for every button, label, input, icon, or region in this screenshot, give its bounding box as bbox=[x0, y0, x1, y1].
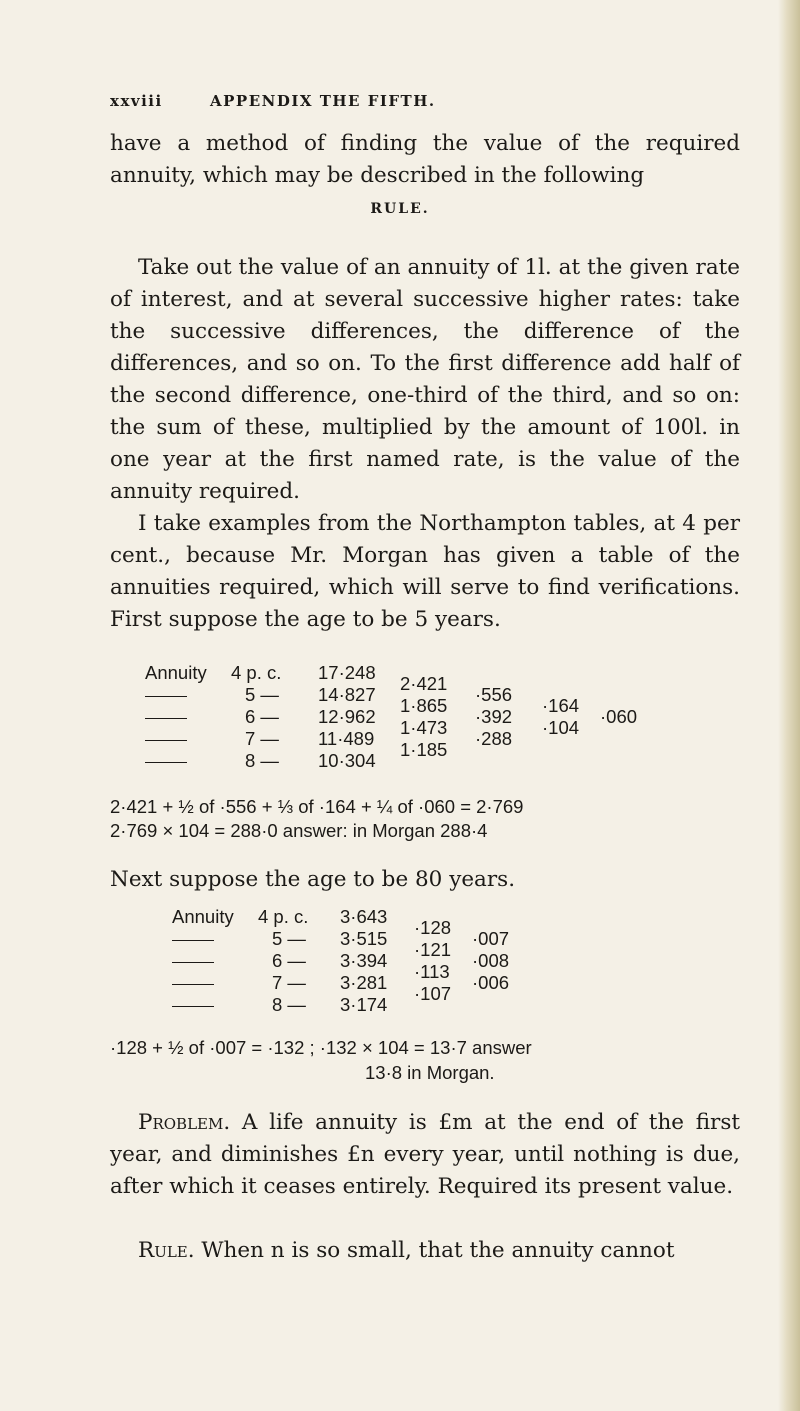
third-difference: ·164 bbox=[542, 695, 580, 716]
annuity-value: 14·827 bbox=[318, 684, 376, 705]
second-difference: ·007 bbox=[472, 928, 510, 949]
annuity-label: Annuity bbox=[145, 662, 207, 683]
calculation-line: 2·421 + ½ of ·556 + ⅓ of ·164 + ¼ of ·060 = 2·769 bbox=[110, 796, 524, 817]
third-difference: ·104 bbox=[542, 717, 580, 738]
ditto-dash bbox=[145, 696, 187, 697]
annuity-value: 3·394 bbox=[340, 950, 388, 971]
annuity-value: 3·643 bbox=[340, 906, 388, 927]
calculation-line: 2·769 × 104 = 288·0 answer: in Morgan 288·4 bbox=[110, 820, 488, 841]
intro-text: have a method of finding the value of the required annuity, which may be described in the following bbox=[110, 131, 740, 188]
running-header bbox=[110, 92, 436, 110]
rule-paragraph bbox=[110, 252, 740, 636]
rate: 5 — bbox=[272, 928, 306, 949]
running-title: APPENDIX THE FIFTH. bbox=[210, 92, 436, 110]
annuity-value: 10·304 bbox=[318, 750, 376, 771]
rule-text: Take out the value of an annuity of 1l. at the given rate of interest, and at several successive higher rates: take the successive differences, the difference of the differences, and so on. To the first difference add half of the second difference, one-third of the third, and so on: the sum of these, multiplied by the amount of 100l. in one year at the first named rate, is the value of the annuity required. bbox=[110, 255, 740, 504]
rate: 8 — bbox=[272, 994, 306, 1015]
ditto-dash bbox=[172, 1006, 214, 1007]
second-case-paragraph bbox=[110, 864, 740, 896]
first-difference: ·107 bbox=[414, 983, 452, 1004]
rate: 6 — bbox=[272, 950, 306, 971]
first-difference: ·128 bbox=[414, 917, 452, 938]
rule-two-paragraph bbox=[110, 1235, 740, 1267]
first-difference: 1·185 bbox=[400, 739, 448, 760]
first-difference: 1·473 bbox=[400, 717, 448, 738]
first-difference: 1·865 bbox=[400, 695, 448, 716]
annuity-value: 11·489 bbox=[318, 728, 375, 749]
rate: 5 — bbox=[245, 684, 279, 705]
second-difference: ·556 bbox=[475, 684, 513, 705]
intro-paragraph bbox=[110, 128, 740, 192]
rate: 7 — bbox=[272, 972, 306, 993]
ditto-dash bbox=[172, 962, 214, 963]
problem-paragraph bbox=[110, 1107, 740, 1203]
rate: 4 p. c. bbox=[231, 662, 282, 683]
calculation-line: ·128 + ½ of ·007 = ·132 ; ·132 × 104 = 13·7 answer bbox=[110, 1037, 532, 1058]
second-difference: ·392 bbox=[475, 706, 513, 727]
examples-text: I take examples from the Northampton tables, at 4 per cent., because Mr. Morgan has given a table of the annuities required, which will serve to find verifications. First suppose the age to be 5 years. bbox=[110, 511, 740, 632]
annuity-value: 12·962 bbox=[318, 706, 376, 727]
rule-text: When n is so small, that the annuity cannot bbox=[201, 1238, 675, 1263]
rate: 4 p. c. bbox=[258, 906, 309, 927]
annuity-value: 3·281 bbox=[340, 972, 388, 993]
rate: 8 — bbox=[245, 750, 279, 771]
rule-heading: RULE. bbox=[370, 201, 430, 217]
difference-table-age-80 bbox=[172, 906, 732, 1036]
ditto-dash bbox=[145, 740, 187, 741]
page-number: xxviii bbox=[110, 92, 163, 110]
ditto-dash bbox=[172, 940, 214, 941]
first-difference: ·113 bbox=[414, 961, 450, 982]
second-difference: ·008 bbox=[472, 950, 510, 971]
annuity-value: 17·248 bbox=[318, 662, 376, 683]
rate: 7 — bbox=[245, 728, 279, 749]
problem-label: Problem. bbox=[138, 1110, 231, 1135]
ditto-dash bbox=[145, 762, 187, 763]
calculation-line: 13·8 in Morgan. bbox=[365, 1062, 495, 1083]
problem-text: A life annuity is £m at the end of the first year, and diminishes £n every year, until nothing is due, after which it ceases entirely. Required its present value. bbox=[110, 1110, 740, 1199]
second-difference: ·288 bbox=[475, 728, 513, 749]
rate: 6 — bbox=[245, 706, 279, 727]
second-difference: ·006 bbox=[472, 972, 510, 993]
rule-label: Rule. bbox=[138, 1238, 195, 1263]
first-difference: 2·421 bbox=[400, 673, 448, 694]
ditto-dash bbox=[145, 718, 187, 719]
fourth-difference: ·060 bbox=[600, 706, 638, 727]
first-difference: ·121 bbox=[414, 939, 452, 960]
second-case-text: Next suppose the age to be 80 years. bbox=[110, 867, 516, 892]
annuity-value: 3·515 bbox=[340, 928, 388, 949]
annuity-label: Annuity bbox=[172, 906, 234, 927]
annuity-value: 3·174 bbox=[340, 994, 388, 1015]
ditto-dash bbox=[172, 984, 214, 985]
